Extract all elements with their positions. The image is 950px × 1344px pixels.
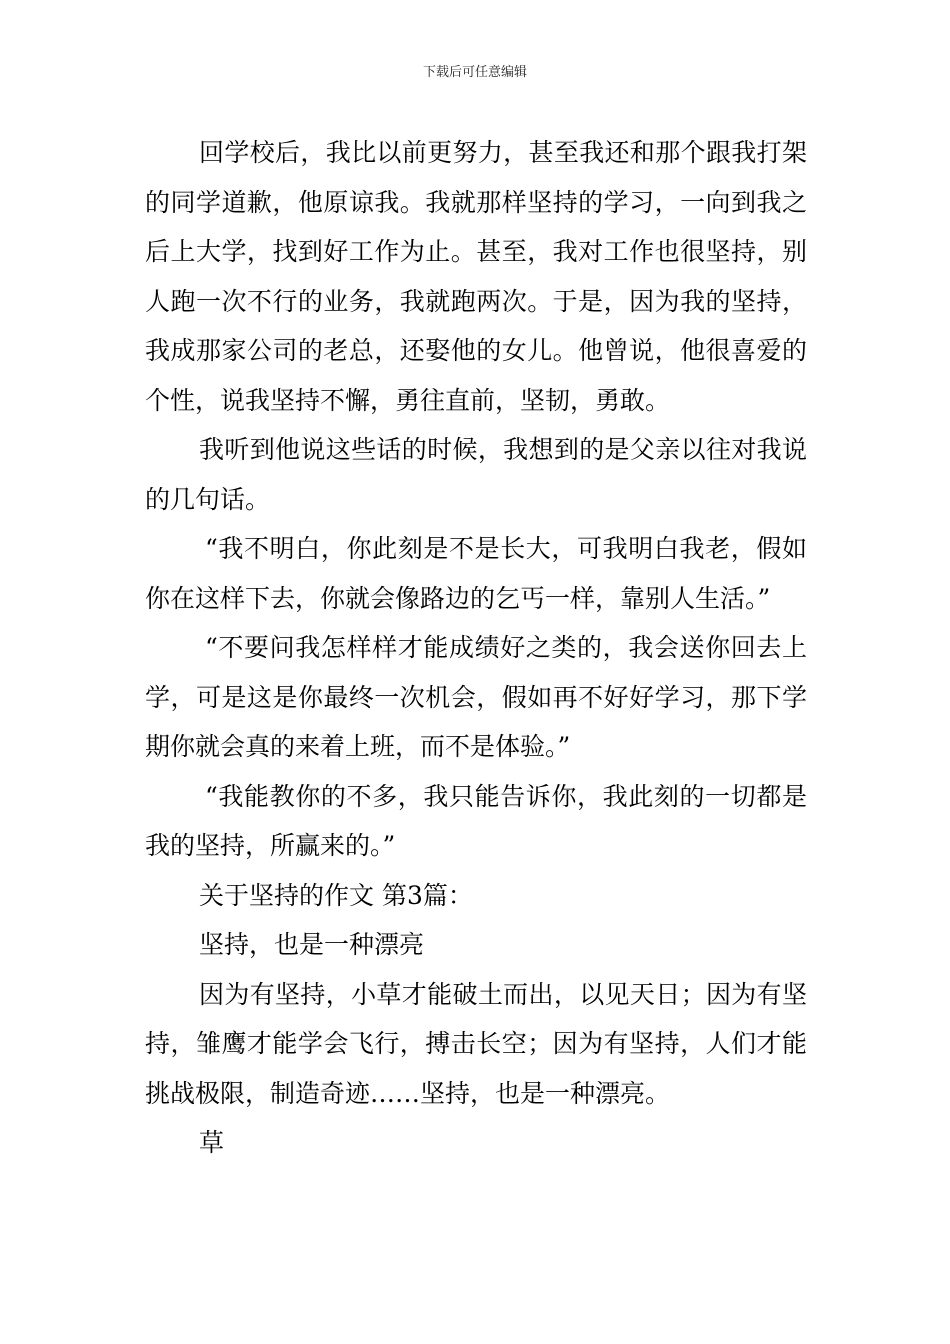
quote-paragraph-2: “不要问我怎样样才能成绩好之类的，我会送你回去上学，可是这是你最终一次机会，假如再不好好学习，那下学期你就会真的来着上班，而不是体验。” <box>145 633 807 761</box>
essay-title: 坚持，也是一种漂亮 <box>199 930 425 959</box>
quote-paragraph-1: “我不明白，你此刻是不是长大，可我明白我老，假如你在这样下去，你就会像路边的乞丐一样，靠别人生活。” <box>145 534 807 613</box>
paragraph-2: 我听到他说这些话的时候，我想到的是父亲以往对我说的几句话。 <box>145 435 807 514</box>
paragraph-4: 草 <box>199 1128 225 1157</box>
document-body <box>145 128 807 1168</box>
quote-paragraph-3: “我能教你的不多，我只能告诉你，我此刻的一切都是我的坚持，所赢来的。” <box>145 781 807 860</box>
page-header: 下载后可任意编辑 <box>422 65 527 80</box>
paragraph-1: 回学校后，我比以前更努力，甚至我还和那个跟我打架的同学道歉，他原谅我。我就那样坚持的学习，一向到我之后上大学，找到好工作为止。甚至，我对工作也很坚持，别人跑一次不行的业务，我就跑两次。于是，因为我的坚持，我成那家公司的老总，还娶他的女儿。他曾说，他很喜爱的个性，说我坚持不懈，勇往直前，坚韧，勇敢。 <box>145 138 807 415</box>
paragraph-3: 因为有坚持，小草才能破土而出，以见天日；因为有坚持，雏鹰才能学会飞行，搏击长空；因为有坚持，人们才能挑战极限，制造奇迹……坚持，也是一种漂亮。 <box>145 979 807 1108</box>
section-heading: 关于坚持的作文 第3篇： <box>199 880 473 910</box>
